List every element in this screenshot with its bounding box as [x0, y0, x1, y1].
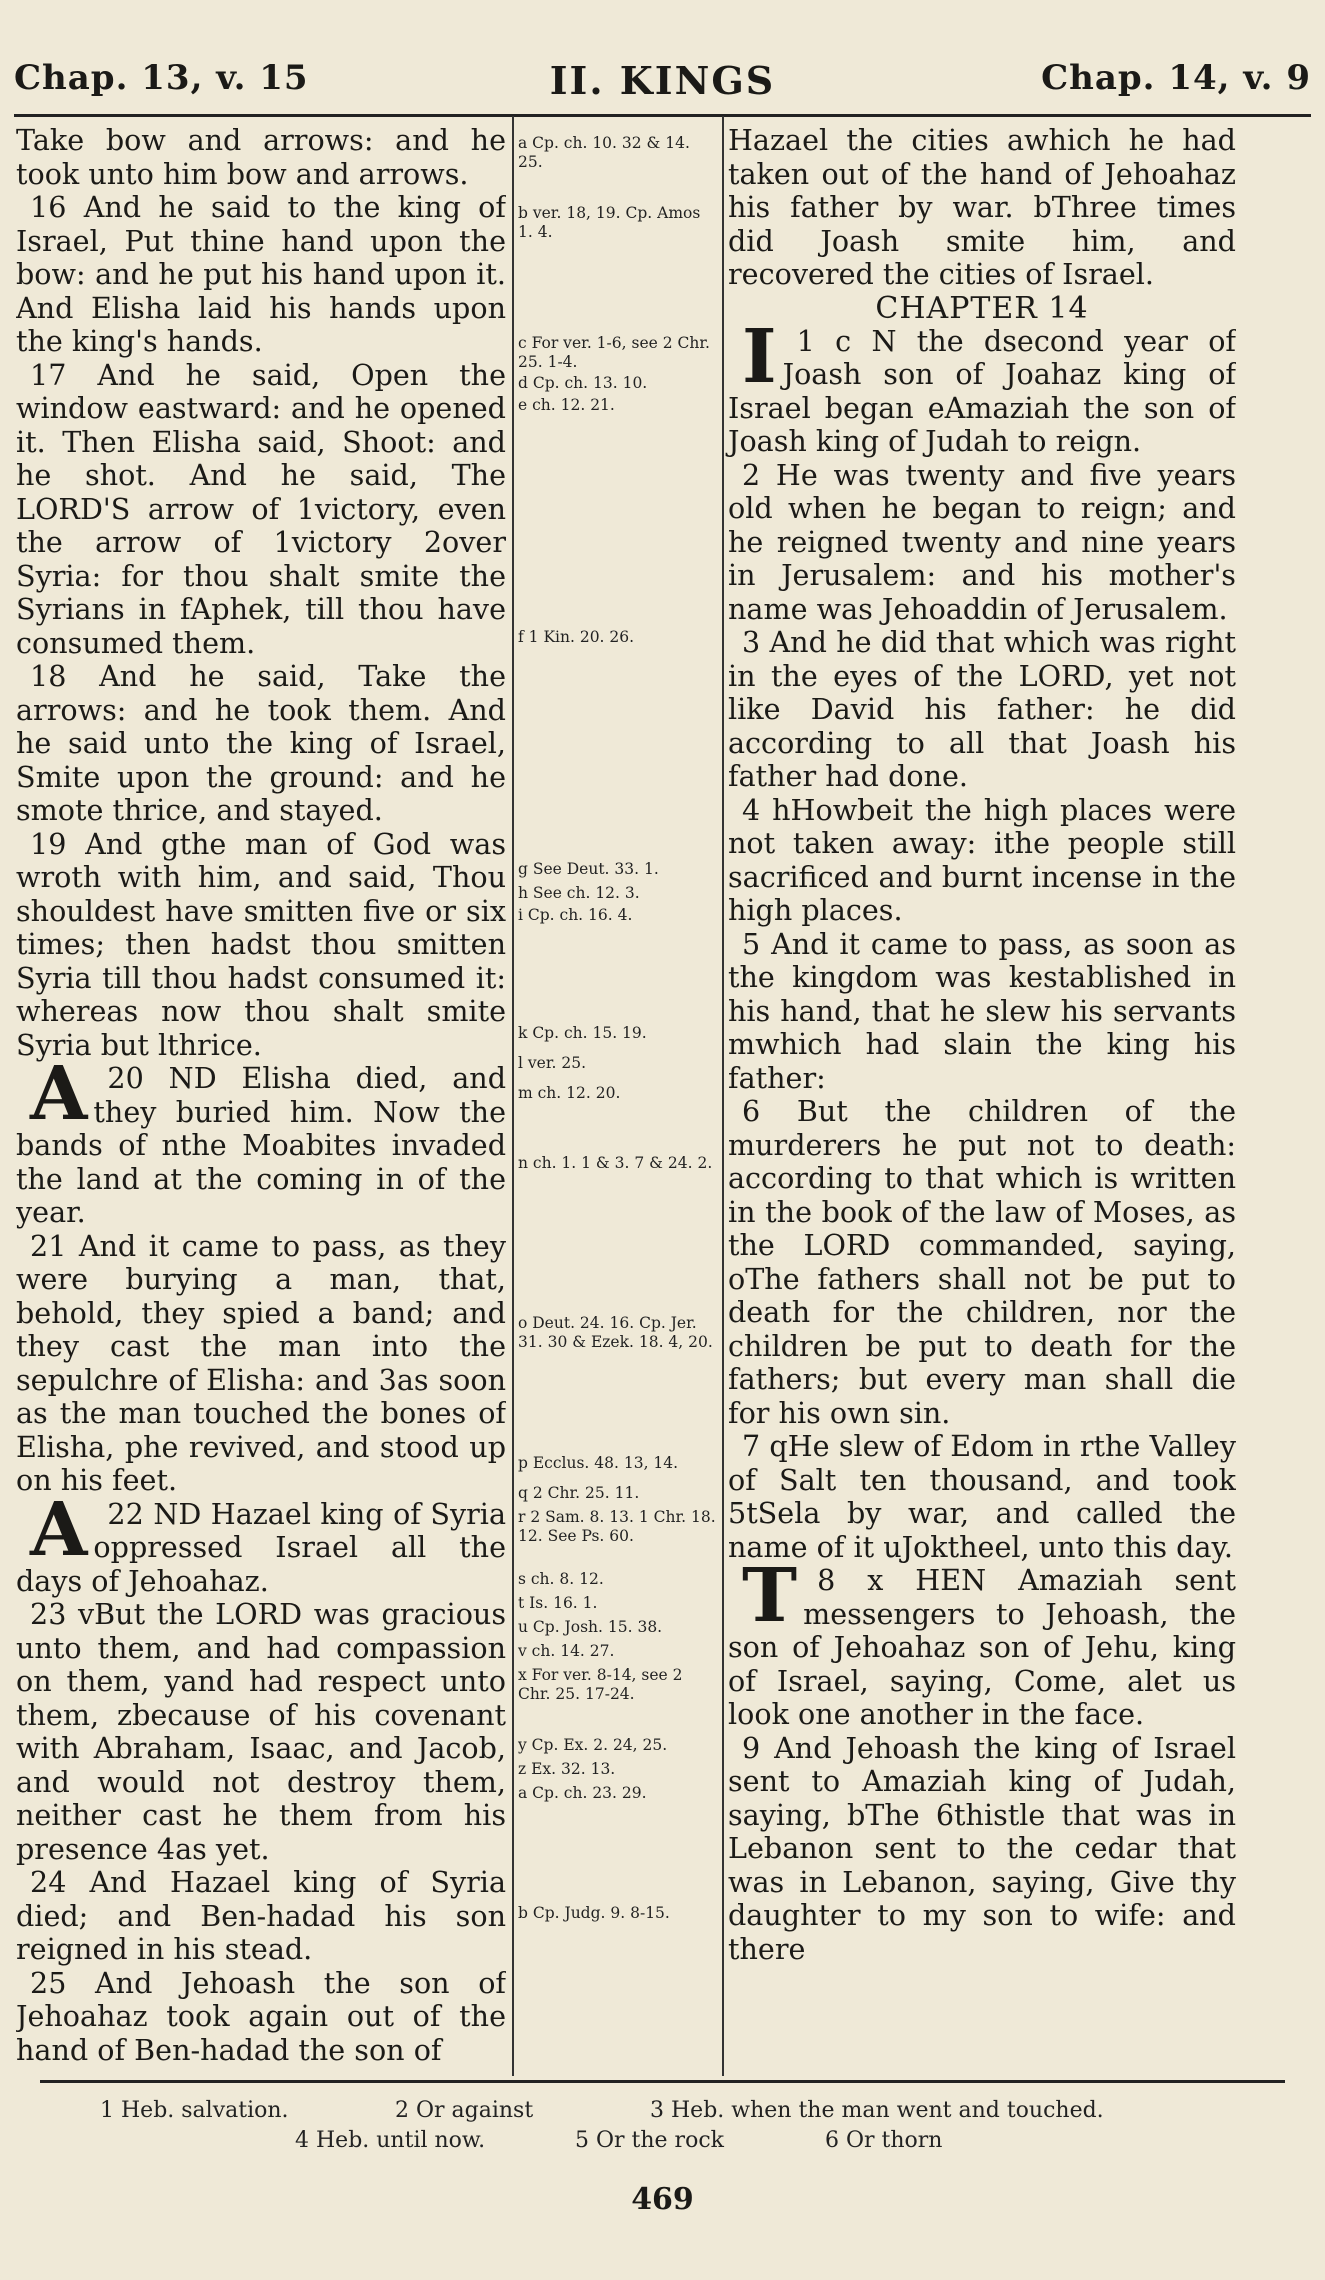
cross-ref: n ch. 1. 1 & 3. 7 & 24. 2.	[518, 1154, 713, 1172]
verse-7: 7 qHe slew of Edom in rthe Valley of Salt ten thousand, and took 5tSela by war, and called the name of it uJoktheel, unto this day.	[728, 1429, 1236, 1564]
verse-5: 5 And it came to pass, as soon as the kingdom was kestablished in his hand, that he slew his servants mwhich had slain the king his father:	[728, 926, 1236, 1095]
right-text-column	[718, 124, 1236, 2074]
verse-20	[16, 1051, 506, 1230]
cross-ref: x For ver. 8-14, see 2 Chr. 25. 17-24.	[518, 1666, 683, 1703]
verse-4: 4 hHowbeit the high places were not taken away: ithe people still sacrificed and burnt incense in the high places.	[728, 792, 1236, 927]
verse-24: 24 And Hazael king of Syria died; and Ben-hadad his son reigned in his stead.	[16, 1865, 506, 1966]
cross-ref: z Ex. 32. 13.	[518, 1760, 616, 1778]
drop-cap: A	[30, 1486, 88, 1573]
verse-6: 6 But the children of the murderers he put not to death: according to that which is written in the book of the law of Moses, as the LORD commanded, saying, oThe fathers shall not be put to death for the children, nor the children be put to death for the fathers; but every man shall die for his own sin.	[728, 1094, 1236, 1430]
cross-ref: v ch. 14. 27.	[518, 1642, 615, 1660]
cross-ref: h See ch. 12. 3.	[518, 884, 640, 902]
running-header	[14, 58, 1311, 114]
verse-15-end: Take bow and arrows: and he took unto him bow and arrows.	[16, 124, 506, 191]
footnote-5: 5 Or the rock	[575, 2128, 724, 2153]
page-number: 469	[631, 2182, 694, 2217]
verse-18: 18 And he said, Take the arrows: and he took them. And he said unto the king of Israel, Smite upon the ground: and he smote thrice, and stayed.	[16, 659, 506, 827]
verse-3: 3 And he did that which was right in the eyes of the LORD, yet not like David his father: he did according to all that Joash his father had done.	[728, 625, 1236, 793]
verse-1-text: N the dsecond year of Joash son of Joahaz king of Israel began eAmaziah the son of Joash king of Judah to reign.	[728, 323, 1236, 458]
verse-25: 25 And Jehoash the son of Jehoahaz took again out of the hand of Ben-hadad the son of	[16, 1965, 506, 2067]
header-book-title: II. KINGS	[549, 58, 776, 103]
cross-ref: f 1 Kin. 20. 26.	[518, 628, 635, 646]
footnote-1: 1 Heb. salvation.	[100, 2098, 289, 2123]
cross-ref: y Cp. Ex. 2. 24, 25.	[518, 1736, 668, 1754]
cross-ref: i Cp. ch. 16. 4.	[518, 906, 633, 924]
cross-ref: l ver. 25.	[518, 1054, 587, 1072]
cross-ref: c For ver. 1-6, see 2 Chr. 25. 1-4.	[518, 334, 710, 371]
drop-cap: A	[30, 1051, 88, 1137]
footnote-rule	[40, 2080, 1285, 2083]
cross-ref: b Cp. Judg. 9. 8-15.	[518, 1904, 670, 1922]
verse-8-text: HEN Amaziah sent messengers to Jehoash, the son of Jehoahaz son of Jehu, king of Israel, saying, Come, alet us look one another in the face.	[728, 1563, 1236, 1731]
verse-22	[16, 1486, 506, 1599]
cross-ref: g See Deut. 33. 1.	[518, 860, 659, 878]
cross-ref: e ch. 12. 21.	[518, 396, 615, 414]
verse-22-number: 22	[107, 1496, 144, 1531]
drop-cap: I	[742, 313, 777, 400]
footnote-3: 3 Heb. when the man went and touched.	[650, 2098, 1104, 2123]
verse-17: 17 And he said, Open the window eastward: and he opened it. Then Elisha said, Shoot: and he shot. And he said, The LORD'S arrow of 1victory, even the arrow of 1victory 2over Syria: for thou shalt smite the Syrians in fAphek, till thou have consumed them.	[16, 357, 506, 660]
header-rule	[14, 114, 1311, 117]
cross-ref: u Cp. Josh. 15. 38.	[518, 1618, 663, 1636]
verse-9: 9 And Jehoash the king of Israel sent to Amaziah king of Judah, saying, bThe 6thistle that was in Lebanon sent to the cedar that was in Lebanon, saying, Give thy daughter to my son to wife: and there	[728, 1730, 1236, 1966]
cross-ref: k Cp. ch. 15. 19.	[518, 1024, 647, 1042]
verse-23: 23 vBut the LORD was gracious unto them, and had compassion on them, yand had respect unto them, zbecause of his covenant with Abraham, Isaac, and Jacob, and would not destroy them, neither cast he them from his presence 4as yet.	[16, 1597, 506, 1866]
chapter-heading: CHAPTER 14	[875, 290, 1089, 326]
verse-1	[728, 313, 1236, 459]
verse-25-end: Hazael the cities awhich he had taken out of the hand of Jehoahaz his father by war. bThree times did Joash smite him, and recovered the cities of Israel.	[728, 124, 1236, 291]
column-divider-left	[512, 116, 514, 2076]
verse-20-number: 20	[107, 1061, 144, 1095]
left-text-column	[16, 124, 506, 2074]
cross-ref: q 2 Chr. 25. 11.	[518, 1484, 640, 1502]
cross-ref: o Deut. 24. 16. Cp. Jer. 31. 30 & Ezek. 18. 4, 20.	[518, 1314, 713, 1351]
verse-8	[728, 1553, 1236, 1732]
cross-ref: p Ecclus. 48. 13, 14.	[518, 1454, 679, 1472]
cross-ref: d Cp. ch. 13. 10.	[518, 374, 648, 392]
verse-20-text: ND Elisha died, and they buried him. Now the bands of nthe Moabites invaded the land at the coming in of the year.	[16, 1061, 506, 1229]
header-right: Chap. 14, v. 9	[1041, 58, 1311, 98]
verse-21: 21 And it came to pass, as they were burying a man, that, behold, they spied a band; and they cast the man into the sepulchre of Elisha: and 3as soon as the man touched the bones of Elisha, phe revived, and stood up on his feet.	[16, 1228, 506, 1497]
verse-22-text: ND Hazael king of Syria oppressed Israel all the days of Jehoahaz.	[16, 1496, 506, 1598]
footnote-2: 2 Or against	[395, 2098, 534, 2123]
verse-2: 2 He was twenty and five years old when he began to reign; and he reigned twenty and nine years in Jerusalem: and his mother's name was Jehoaddin of Jerusalem.	[728, 457, 1236, 626]
cross-ref: a Cp. ch. 10. 32 & 14. 25.	[518, 134, 690, 171]
header-left: Chap. 13, v. 15	[14, 58, 309, 98]
footnote-6: 6 Or thorn	[825, 2128, 943, 2153]
drop-cap: T	[742, 1553, 798, 1639]
cross-ref: s ch. 8. 12.	[518, 1570, 604, 1588]
cross-ref: a Cp. ch. 23. 29.	[518, 1784, 647, 1802]
cross-ref: b ver. 18, 19. Cp. Amos 1. 4.	[518, 204, 701, 241]
verse-1-number: 1 c	[796, 323, 852, 358]
footnote-4: 4 Heb. until now.	[295, 2128, 486, 2153]
cross-ref: m ch. 12. 20.	[518, 1084, 621, 1102]
verse-16: 16 And he said to the king of Israel, Put thine hand upon the bow: and he put his hand upon it. And Elisha laid his hands upon the king's hands.	[16, 190, 506, 358]
verse-8-number: 8 x	[817, 1563, 884, 1597]
verse-19: 19 And gthe man of God was wroth with him, and said, Thou shouldest have smitten five or six times; then hadst thou smitten Syria till thou hadst consumed it: whereas now thou shalt smite Syria but lthrice.	[16, 826, 506, 1062]
cross-ref: t Is. 16. 1.	[518, 1594, 598, 1612]
cross-ref: r 2 Sam. 8. 13. 1 Chr. 18. 12. See Ps. 60.	[518, 1508, 716, 1545]
